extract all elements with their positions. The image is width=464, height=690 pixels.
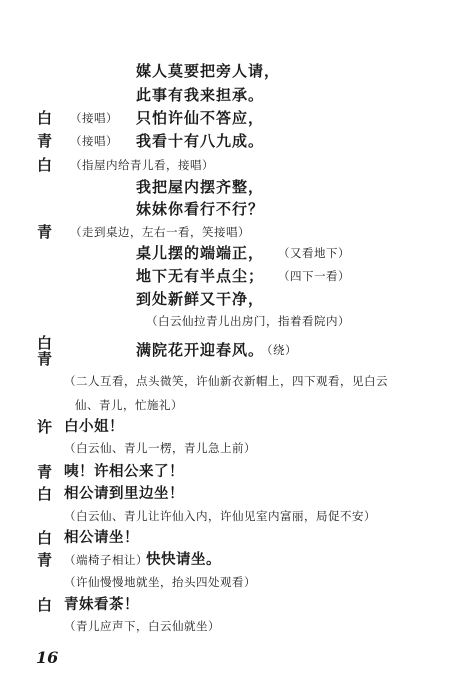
stage-direction: （白云仙拉青儿出房门，指着看院内） xyxy=(146,314,350,328)
verse-line: 到处新鲜又干净， xyxy=(136,290,265,308)
verse-line: 我看十有八九成。 xyxy=(136,132,265,150)
stage-direction: （接唱） xyxy=(70,111,118,125)
stage-direction: （许仙慢慢地就坐，抬头四处观看） xyxy=(64,575,256,589)
stage-direction: （四下一看） xyxy=(278,269,350,283)
verse-line: 只怕许仙不答应， xyxy=(136,109,265,127)
verse-line: 媒人莫要把旁人请， xyxy=(136,62,281,80)
dialogue-line: 相公请坐！ xyxy=(64,529,139,546)
speaker-label: 青 xyxy=(37,223,53,241)
speaker-label: 白 xyxy=(37,334,53,352)
speaker-label: 白 xyxy=(37,109,53,127)
verse-line: 桌儿摆的端端正， xyxy=(136,244,265,262)
verse-line: 地下无有半点尘； xyxy=(136,267,265,285)
stage-direction: （又看地下） xyxy=(278,246,350,260)
speaker-label: 青 xyxy=(37,551,53,569)
speaker-label: 白 xyxy=(37,156,53,174)
verse-line: 此事有我来担承。 xyxy=(136,86,265,104)
stage-direction: （绕） xyxy=(261,343,297,357)
dialogue-line: 咦！许相公来了！ xyxy=(64,463,184,480)
dialogue-line: 相公请到里边坐！ xyxy=(64,485,184,502)
verse-line: 我把屋内摆齐整， xyxy=(136,178,265,196)
speaker-label: 白 xyxy=(37,596,53,614)
speaker-label: 许 xyxy=(37,418,53,436)
verse-line: 妹妹你看行不行？ xyxy=(136,200,265,218)
speaker-label: 白 xyxy=(37,485,53,503)
stage-direction: （接唱） xyxy=(70,134,118,148)
stage-direction: （走到桌边，左右一看，笑接唱） xyxy=(70,225,250,239)
speaker-label: 青 xyxy=(37,463,53,481)
speaker-label: 青 xyxy=(37,132,53,150)
page-number: 16 xyxy=(36,648,59,667)
dialogue-line: 青妹看茶！ xyxy=(64,596,139,613)
stage-direction: （白云仙、青儿一楞，青儿急上前） xyxy=(64,441,256,455)
speaker-label: 白 xyxy=(37,529,53,547)
verse-line: 满院花开迎春风。 xyxy=(136,341,265,359)
stage-direction: 仙、青儿，忙施礼） xyxy=(75,398,183,412)
speaker-label: 青 xyxy=(37,350,53,368)
stage-direction: （端椅子相让） xyxy=(64,553,148,567)
dialogue-line: 白小姐！ xyxy=(64,418,124,435)
stage-direction: （二人互看，点头微笑，许仙新衣新帽上，四下观看，见白云 xyxy=(64,374,388,388)
stage-direction: （指屋内给青儿看，接唱） xyxy=(70,158,214,172)
stage-direction: （白云仙、青儿让许仙入内，许仙见室内富丽，局促不安） xyxy=(64,509,376,523)
dialogue-line: 快快请坐。 xyxy=(146,551,221,568)
stage-direction: （青儿应声下，白云仙就坐） xyxy=(64,619,220,633)
